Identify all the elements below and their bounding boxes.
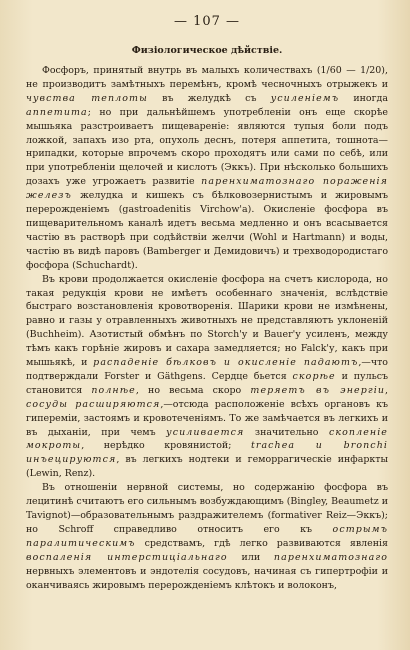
paragraph-1 [26,64,388,273]
text-run: значительно [244,426,329,438]
text-run: , [385,384,388,396]
text-run: въ желудкѣ съ [147,92,271,104]
text-run: и пульсъ становится [26,370,389,396]
emphasized-run: trachea и bronchi инъецируются [26,440,388,466]
page-number: — 107 — [173,14,241,29]
text-run: , нерѣдко кровянистой; [81,440,251,452]
body-text [26,64,388,592]
emphasized-run: распаденiе бѣлковъ и окисленiе падаютъ [93,357,359,369]
text-run: Въ крови продолжается окисленiе фосфора на счетъ кислорода, но такая редукцiя крови не имѣетъ особеннаго значенiя, вслѣдствiе быстраго возстановленiя кровотворенiя. Шарики крови не измѣнены, равно и газы у отравленныхъ животныхъ не представляютъ уклоненiй (Buchheim). Азотистый обмѣнъ по Storch'у и Bauer'у усиленъ, между тѣмъ какъ горѣнiе жировъ и сахара замедляется; но Falck'у, какъ при мышьякѣ, и [26,273,388,369]
emphasized-run: усиленiемъ [270,92,340,104]
emphasized-run: скорѣе [292,370,336,382]
emphasized-run: чувства теплоты [26,92,148,104]
text-run: или [227,551,274,563]
text-run: ,—отсюда расположенiе всѣхъ органовъ къ гиперемiи, застоямъ и кровотеченiямъ. То же замѣчается въ легкихъ и въ дыханiи, при чемъ [26,398,388,438]
text-run: иногда [339,92,388,104]
paragraph-3 [26,481,388,592]
emphasized-run: сосуды расширяются [26,398,161,410]
text-run: ; но при дальнѣйшемъ употребленiи онъ еще скорѣе мышьяка разстроиваетъ пищеваренiе: являются тупыя боли подъ ложкой, запахъ изо рта, опухоль деснъ, потеря аппетита, тошнота—нрипадки, которые впрочемъ скоро проходятъ или сами по себѣ, или при употребленiи щелочей и кислотъ (Эккъ). При нѣсколько большихъ дозахъ уже угрожаетъ развитiе [26,106,388,188]
text-run: нервныхъ элементовъ и эндотелiя сосудовъ, начиная съ гипертрофiи и оканчиваясь жировымъ перерожденiемъ клѣтокъ и волоконъ, [26,565,388,591]
text-run: желудка и кишекъ съ бѣлковозернистымъ и жировымъ перерожденiемъ (gastroadenitis Virchow'a). Окисленiе фосфора въ пищеварительномъ каналѣ идетъ весьма медленно и онъ всасывается частiю въ растворѣ при содѣйствiи желчи (Wohl и Hartmann) и воды, частiю въ видѣ паровъ (Bamberger и Демидовичъ) и трехводородистаго фосфора (Schuchardt). [26,190,388,271]
text-run: , но весьма скоро [135,384,251,396]
emphasized-run: паренхиматознаго пораженiя железъ [26,176,389,202]
text-run: , въ легкихъ нодтеки и геморрагическiе инфаркты (Lewin, Renz). [26,454,388,480]
emphasized-run: аппетита [26,106,88,118]
emphasized-run: полнѣе [91,384,136,396]
emphasized-run: воспаленiя интерстицiальнаго [26,551,228,563]
emphasized-run: острымъ паралитическимъ [26,523,388,549]
emphasized-run: паренхиматознаго [273,551,388,563]
emphasized-run: усиливается [166,426,245,438]
paragraph-2 [26,273,388,482]
text-run: Фосфоръ, принятый внутрь въ малыхъ количествахъ (1/60 — 1/20), не производитъ замѣтныхъ перемѣнъ, кромѣ чесночныхъ отрыжекъ и [26,65,388,90]
text-run: средствамъ, гдѣ легко развиваются явленiя [135,537,388,549]
text-run: Въ отношенiи нервной системы, но содержанiю фосфора въ лецитинѣ считаютъ его сильнымъ возбуждающимъ (Bingley, Beaumetz и Tavignot)—образовательнымъ раздражителемъ (formativer Reiz—Эккъ); но Schroff справедливо относитъ его къ [26,482,388,535]
emphasized-run: теряетъ въ энергiи [250,384,385,396]
section-heading: Физiологическое дѣйствiе. [131,45,283,56]
emphasized-run: скопленiе мокроты [26,426,388,452]
text-run: ,—что подтверждали Forster и Gäthgens. Сердце бьется [26,357,388,382]
